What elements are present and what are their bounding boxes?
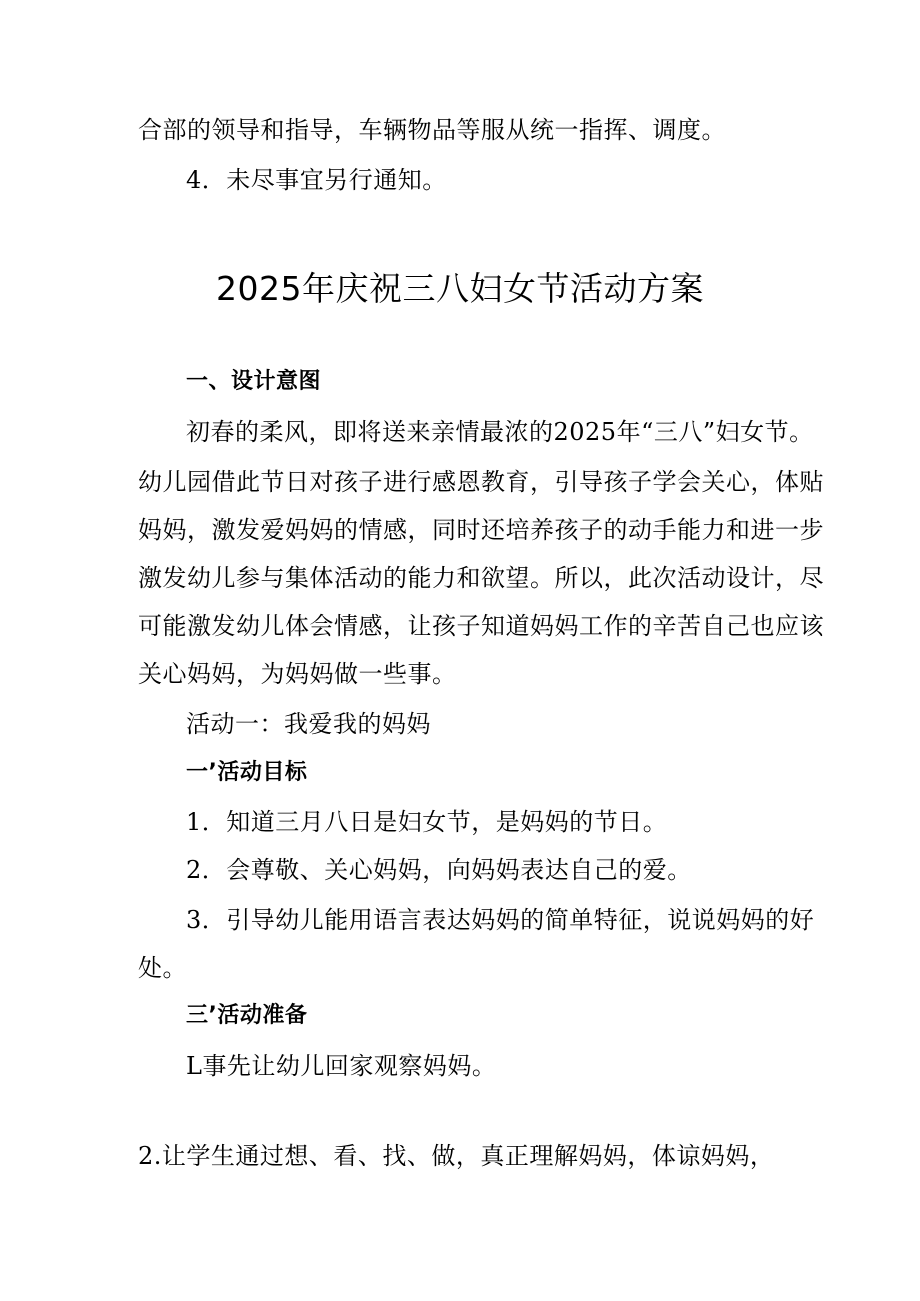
- carryover-line-1: 合部的领导和指导，车辆物品等服从统一指挥、调度。: [138, 116, 726, 144]
- goal-item: 1．知道三月八日是妇女节，是妈妈的节日。: [186, 808, 668, 836]
- carryover-line-2: 4．未尽事宜另行通知。: [186, 166, 447, 194]
- paragraph-line: 激发幼儿参与集体活动的能力和欲望。所以，此次活动设计，尽: [138, 564, 824, 592]
- document-title: 2025年庆祝三八妇女节活动方案: [216, 269, 704, 308]
- prep-item: L事先让幼儿回家观察妈妈。: [186, 1052, 497, 1080]
- prep-item: 2.让学生通过想、看、找、做，真正理解妈妈，体谅妈妈，: [138, 1142, 775, 1170]
- section-heading-design-intent: 一、设计意图: [186, 369, 322, 394]
- goal-item-continuation: 处。: [138, 954, 187, 982]
- activity-label: 活动一：我爱我的妈妈: [186, 710, 431, 738]
- paragraph-line: 可能激发幼儿体会情感，让孩子知道妈妈工作的辛苦自己也应该: [138, 612, 824, 640]
- paragraph-line: 幼儿园借此节日对孩子进行感恩教育，引导孩子学会关心，体贴: [138, 468, 824, 496]
- goal-item: 2．会尊敬、关心妈妈，向妈妈表达自己的爱。: [186, 856, 692, 884]
- paragraph-line: 关心妈妈，为妈妈做一些事。: [138, 660, 457, 688]
- section-heading-goals: 一’活动目标: [186, 760, 308, 785]
- section-heading-preparation: 三’活动准备: [186, 1003, 308, 1028]
- goal-item: 3．引导幼儿能用语言表达妈妈的简单特征，说说妈妈的好: [186, 906, 815, 934]
- paragraph-line: 初春的柔风，即将送来亲情最浓的2025年“三八”妇女节。: [186, 418, 814, 446]
- paragraph-line: 妈妈，激发爱妈妈的情感，同时还培养孩子的动手能力和进一步: [138, 516, 824, 544]
